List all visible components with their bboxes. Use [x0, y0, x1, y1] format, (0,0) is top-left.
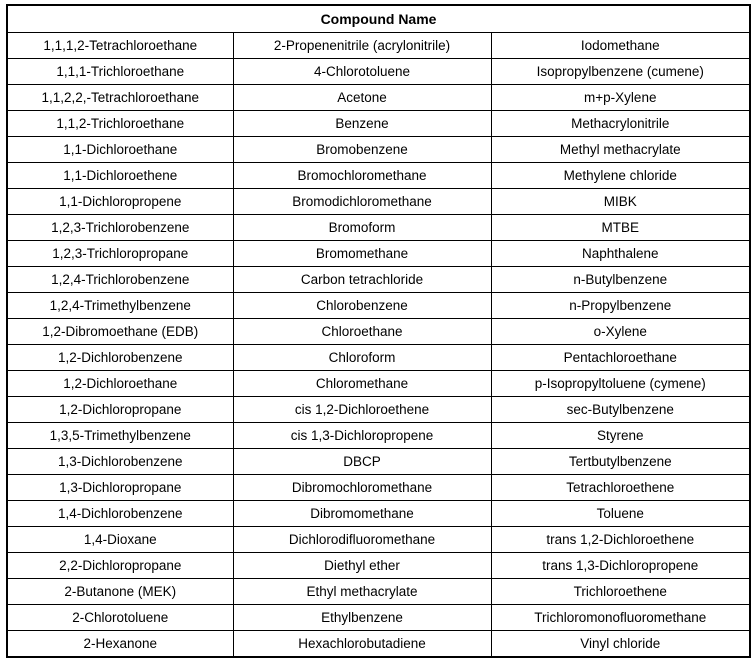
compound-name-cell: 1,2-Dichloropropane — [7, 397, 233, 423]
table-row — [7, 605, 750, 631]
table-row — [7, 501, 750, 527]
compound-name-cell: 1,1-Dichloroethane — [7, 137, 233, 163]
compound-name-cell: Bromodichloromethane — [233, 189, 491, 215]
compound-name-cell: 1,2-Dibromoethane (EDB) — [7, 319, 233, 345]
table-title-cell: Compound Name — [7, 5, 750, 33]
compound-name-cell: cis 1,3-Dichloropropene — [233, 423, 491, 449]
table-row — [7, 111, 750, 137]
table-row — [7, 631, 750, 658]
compound-name-cell: Dibromomethane — [233, 501, 491, 527]
compound-name-cell: p-Isopropyltoluene (cymene) — [491, 371, 750, 397]
compound-name-cell: 1,1,2,2,-Tetrachloroethane — [7, 85, 233, 111]
compound-name-cell: sec-Butylbenzene — [491, 397, 750, 423]
compound-name-cell: Chloromethane — [233, 371, 491, 397]
compound-name-cell: 1,1-Dichloropropene — [7, 189, 233, 215]
compound-name-cell: Acetone — [233, 85, 491, 111]
table-row — [7, 59, 750, 85]
compound-name-cell: Hexachlorobutadiene — [233, 631, 491, 658]
compound-name-cell: Diethyl ether — [233, 553, 491, 579]
table-row — [7, 241, 750, 267]
compound-name-cell: 2-Propenenitrile (acrylonitrile) — [233, 33, 491, 59]
compound-name-cell: 1,1,2-Trichloroethane — [7, 111, 233, 137]
table-row — [7, 527, 750, 553]
compound-name-cell: 1,2,3-Trichlorobenzene — [7, 215, 233, 241]
compound-name-cell: Trichloromonofluoromethane — [491, 605, 750, 631]
compound-name-cell: Bromoform — [233, 215, 491, 241]
compound-name-cell: cis 1,2-Dichloroethene — [233, 397, 491, 423]
compound-name-cell: Vinyl chloride — [491, 631, 750, 658]
compound-name-cell: 1,1,1-Trichloroethane — [7, 59, 233, 85]
table-row — [7, 267, 750, 293]
compound-name-cell: Chloroform — [233, 345, 491, 371]
compound-name-cell: DBCP — [233, 449, 491, 475]
table-body — [7, 33, 750, 658]
compound-name-cell: Chlorobenzene — [233, 293, 491, 319]
compound-name-cell: Tetrachloroethene — [491, 475, 750, 501]
table-row — [7, 33, 750, 59]
compound-name-cell: 1,2-Dichloroethane — [7, 371, 233, 397]
compound-name-cell: 1,3,5-Trimethylbenzene — [7, 423, 233, 449]
table-head — [7, 5, 750, 33]
table-row — [7, 319, 750, 345]
compound-name-cell: Dichlorodifluoromethane — [233, 527, 491, 553]
table-header-row — [7, 5, 750, 33]
table-row — [7, 553, 750, 579]
compound-name-table — [6, 4, 751, 658]
compound-name-cell: 1,2-Dichlorobenzene — [7, 345, 233, 371]
table-row — [7, 423, 750, 449]
compound-name-cell: Methyl methacrylate — [491, 137, 750, 163]
compound-name-cell: Methylene chloride — [491, 163, 750, 189]
compound-name-cell: MTBE — [491, 215, 750, 241]
compound-name-cell: 1,2,4-Trimethylbenzene — [7, 293, 233, 319]
compound-name-cell: 2,2-Dichloropropane — [7, 553, 233, 579]
table-row — [7, 475, 750, 501]
compound-name-cell: Dibromochloromethane — [233, 475, 491, 501]
table-row — [7, 579, 750, 605]
compound-name-cell: Bromochloromethane — [233, 163, 491, 189]
compound-name-cell: m+p-Xylene — [491, 85, 750, 111]
compound-name-cell: 2-Hexanone — [7, 631, 233, 658]
compound-name-cell: Carbon tetrachloride — [233, 267, 491, 293]
compound-name-cell: 1,1,1,2-Tetrachloroethane — [7, 33, 233, 59]
table-row — [7, 137, 750, 163]
compound-name-cell: MIBK — [491, 189, 750, 215]
compound-name-cell: 1,1-Dichloroethene — [7, 163, 233, 189]
compound-name-cell: trans 1,3-Dichloropropene — [491, 553, 750, 579]
compound-name-cell: Toluene — [491, 501, 750, 527]
compound-name-cell: 1,3-Dichloropropane — [7, 475, 233, 501]
table-row — [7, 189, 750, 215]
table-row — [7, 293, 750, 319]
compound-name-cell: Bromomethane — [233, 241, 491, 267]
compound-name-cell: Ethyl methacrylate — [233, 579, 491, 605]
compound-name-cell: trans 1,2-Dichloroethene — [491, 527, 750, 553]
compound-name-cell: 1,4-Dichlorobenzene — [7, 501, 233, 527]
compound-name-cell: Benzene — [233, 111, 491, 137]
compound-name-cell: Ethylbenzene — [233, 605, 491, 631]
table-row — [7, 397, 750, 423]
compound-name-cell: Bromobenzene — [233, 137, 491, 163]
table-row — [7, 345, 750, 371]
compound-name-cell: Pentachloroethane — [491, 345, 750, 371]
compound-name-cell: Trichloroethene — [491, 579, 750, 605]
table-row — [7, 215, 750, 241]
compound-name-cell: Naphthalene — [491, 241, 750, 267]
compound-name-cell: 2-Chlorotoluene — [7, 605, 233, 631]
compound-name-cell: 1,2,4-Trichlorobenzene — [7, 267, 233, 293]
table-row — [7, 85, 750, 111]
compound-name-cell: 2-Butanone (MEK) — [7, 579, 233, 605]
compound-name-cell: 1,3-Dichlorobenzene — [7, 449, 233, 475]
compound-name-cell: 4-Chlorotoluene — [233, 59, 491, 85]
compound-name-cell: n-Propylbenzene — [491, 293, 750, 319]
compound-name-cell: Tertbutylbenzene — [491, 449, 750, 475]
compound-name-cell: Isopropylbenzene (cumene) — [491, 59, 750, 85]
compound-name-cell: 1,2,3-Trichloropropane — [7, 241, 233, 267]
compound-name-cell: Methacrylonitrile — [491, 111, 750, 137]
compound-name-cell: n-Butylbenzene — [491, 267, 750, 293]
table-row — [7, 449, 750, 475]
compound-name-cell: Iodomethane — [491, 33, 750, 59]
compound-name-cell: Chloroethane — [233, 319, 491, 345]
table-row — [7, 371, 750, 397]
table-row — [7, 163, 750, 189]
compound-name-cell: Styrene — [491, 423, 750, 449]
compound-name-cell: o-Xylene — [491, 319, 750, 345]
compound-name-cell: 1,4-Dioxane — [7, 527, 233, 553]
